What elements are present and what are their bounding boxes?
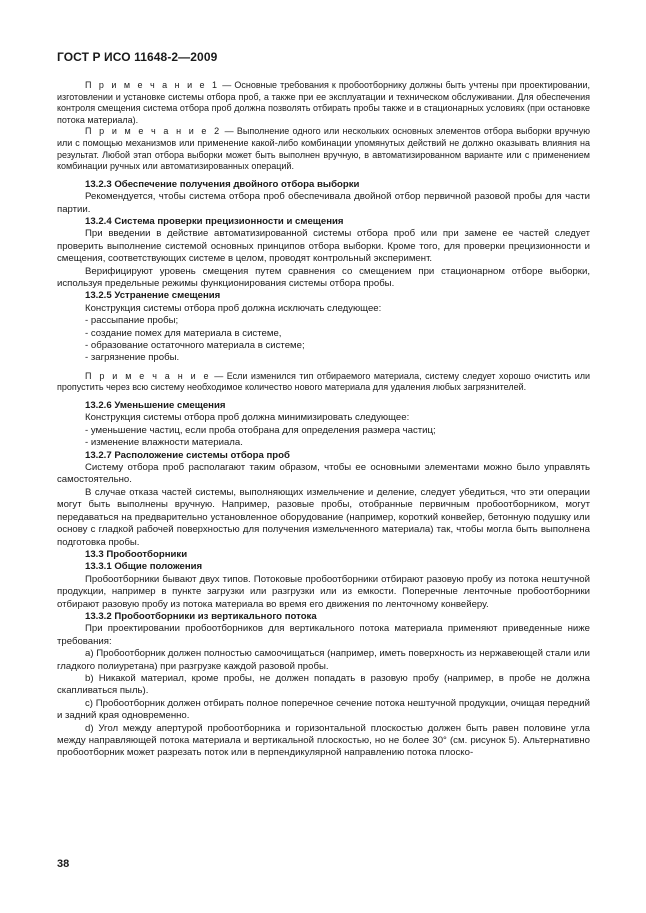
note-text: — Выполнение одного или нескольких основных элементов отбора выборки вручную или с помощью механизмов или применение какой-либо комбинации упомянутых действий не должно оказывать влияния на результат. Любой этап отбора выборки может быть выполнен вручную, в автоматизированном варианте или с применением комбинации ручных или автоматизированных операций. [57, 126, 590, 172]
note-text: — Если изменился тип отбираемого материала, систему следует хорошо очистить или пропустить через всю систему необходимое количество нового материала для удаления любых загрязнителей. [57, 370, 590, 393]
list-item: - рассыпание пробы; [85, 315, 179, 327]
note-text: — Основные требования к пробоотборнику должны быть учтены при проектировании, изготовлении и установке системы отбора проб, а также при ее эксплуатации и техническом обслуживании. Для обеспечения контроля смещения система отбора проб должна позволять отбирать пробы также и в стационарных условиях (при остановке потока материала). [57, 80, 590, 125]
list-item-c: c) Пробоотборник должен отбирать полное поперечное сечение потока нештучной продукции, очищая передний и задний края одновременно. [57, 697, 590, 722]
list-item-a: a) Пробоотборник должен полностью самоочищаться (например, иметь поверхность из нержавеющей стали или гладкого полиуретана) при разгрузке каждой разовой пробы. [57, 648, 590, 672]
document-header: ГОСТ Р ИСО 11648-2—2009 [57, 50, 218, 64]
note-label: П р и м е ч а н и е 2 [85, 126, 222, 137]
note-label: П р и м е ч а н и е 1 [85, 80, 220, 90]
paragraph: Пробоотборники бывают двух типов. Потоковые пробоотборники отбирают разовую пробу из потока нештучной продукции, например в пункте загрузки или разгрузки или из емкости. Поперечные ленточные пробоотборники отбирают разовую пробу из потока материала во время его движения по ленточному конвейеру. [57, 573, 590, 610]
list-item: - образование остаточного материала в системе; [85, 340, 305, 352]
paragraph: Конструкция системы отбора проб должна исключать следующее: [85, 302, 382, 314]
section-heading-13-2-6: 13.2.6 Уменьшение смещения [85, 400, 226, 412]
section-heading-13-3: 13.3 Пробоотборники [85, 548, 188, 560]
list-item: - уменьшение частиц, если проба отобрана для определения размера частиц; [85, 424, 436, 436]
section-heading-13-2-4: 13.2.4 Система проверки прецизионности и смещения [85, 215, 344, 227]
list-item: - изменение влажности материала. [85, 437, 243, 449]
note-1 [57, 80, 590, 126]
note-label: П р и м е ч а н и е [85, 370, 211, 381]
list-item: - создание помех для материала в системе, [85, 327, 282, 339]
page-number: 38 [57, 858, 70, 870]
paragraph: Рекомендуется, чтобы система отбора проб обеспечивала двойной отбор первичной разовой пробы для части партии. [57, 191, 590, 215]
section-heading-13-3-1: 13.3.1 Общие положения [85, 561, 203, 573]
paragraph: Верифицируют уровень смещения путем сравнения со смещением при стационарном отборе выборки, используя предельные режимы функционирования системы отбора пробы. [57, 265, 590, 289]
document-body [57, 80, 590, 760]
paragraph: При введении в действие автоматизированной системы отбора проб или при замене ее частей следует проверить выполнение системой основных принципов отбора выборки. Кроме того, для проверки прецизионности и смещения, соответствующих системе в целом, проводят контрольный эксперимент. [57, 228, 590, 265]
paragraph: Систему отбора проб располагают таким образом, чтобы ее основными элементами можно было управлять самостоятельно. [57, 462, 590, 486]
section-heading-13-2-3: 13.2.3 Обеспечение получения двойного отбора выборки [85, 178, 360, 190]
paragraph: В случае отказа частей системы, выполняющих измельчение и деление, следует убедиться, что эти операции могут быть выполнены вручную. Например, разовые пробы, отобранные первичным пробоотборником, могут передаваться на предварительно установленное оборудование (например, короткий конвейер, бетонную подушку или основу с гладкой рабочей поверхностью для получения измельченного материала) так, чтобы могла быть выполнена подготовка пробы. [57, 486, 590, 548]
list-item-d: d) Угол между апертурой пробоотборника и горизонтальной плоскостью должен быть равен половине угла между направляющей потока материала и вертикальной плоскостью, но не более 30° (см. рисунок 5). Альтернативно пробоотборник может разрезать поток или в перпендикулярной направлению потока плоско- [57, 722, 590, 759]
list-item: - загрязнение пробы. [85, 352, 180, 364]
section-heading-13-2-7: 13.2.7 Расположение системы отбора проб [85, 449, 290, 461]
paragraph: Конструкция системы отбора проб должна минимизировать следующее: [85, 412, 410, 424]
note-3 [57, 371, 590, 394]
list-item-b: b) Никакой материал, кроме пробы, не должен попадать в разовую пробу (например, в пробе не должна скапливаться пыль). [57, 672, 590, 697]
section-heading-13-3-2: 13.3.2 Пробоотборники из вертикального потока [85, 610, 317, 622]
section-heading-13-2-5: 13.2.5 Устранение смещения [85, 290, 221, 302]
paragraph: При проектировании пробоотборников для вертикального потока материала применяют приведенные ниже требования: [57, 623, 590, 647]
note-2 [57, 126, 590, 172]
